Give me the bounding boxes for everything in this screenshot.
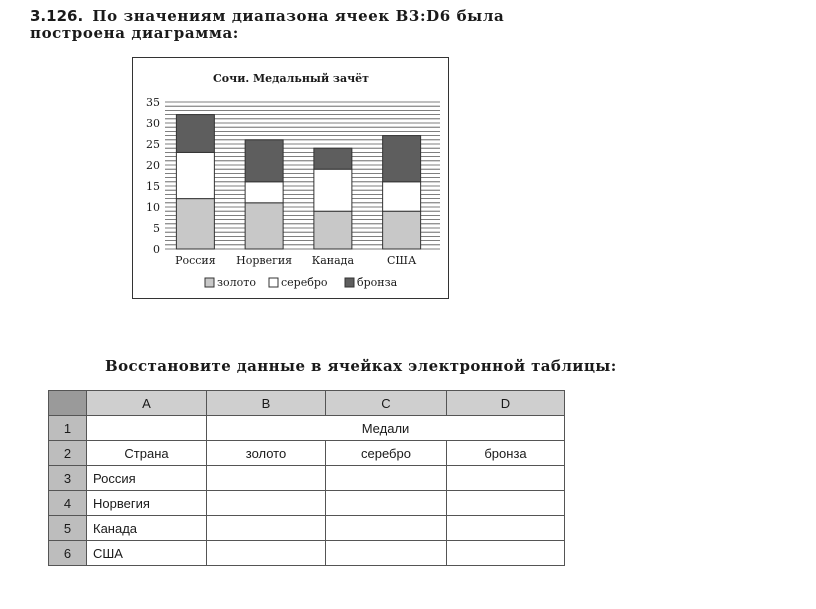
cell-b6[interactable] [207, 541, 326, 566]
cell-c3[interactable] [326, 466, 447, 491]
table-row [49, 441, 565, 466]
chart-title: Сочи. Медальный зачёт [213, 72, 369, 85]
cell-a5[interactable]: Канада [87, 516, 207, 541]
cell-a1[interactable] [87, 416, 207, 441]
x-category-label: Канада [311, 254, 355, 267]
cell-d6[interactable] [447, 541, 565, 566]
cell-a3[interactable]: Россия [87, 466, 207, 491]
sheet-corner[interactable] [49, 391, 87, 416]
column-header-b[interactable]: B [207, 391, 326, 416]
bar-segment-серебро [314, 169, 352, 211]
instruction-text: Восстановите данные в ячейках электронной таблицы: [105, 357, 617, 375]
y-tick-label: 5 [153, 222, 160, 235]
column-header-a[interactable]: A [87, 391, 207, 416]
bar-segment-золото [245, 203, 283, 249]
row-header-1[interactable]: 1 [49, 416, 87, 441]
task-number: 3.126. [30, 7, 84, 25]
table-row [49, 541, 565, 566]
cell-a6[interactable]: США [87, 541, 207, 566]
cell-b5[interactable] [207, 516, 326, 541]
y-tick-label: 15 [146, 180, 160, 193]
cell-d5[interactable] [447, 516, 565, 541]
y-tick-label: 0 [153, 243, 160, 256]
bar-segment-бронза [383, 136, 421, 182]
legend-swatch [205, 278, 214, 287]
row-header-5[interactable]: 5 [49, 516, 87, 541]
cell-d3[interactable] [447, 466, 565, 491]
cell-a2[interactable]: Страна [87, 441, 207, 466]
y-tick-label: 30 [146, 117, 160, 130]
cell-c2[interactable]: серебро [326, 441, 447, 466]
y-tick-label: 25 [146, 138, 160, 151]
bar-segment-золото [176, 199, 214, 249]
row-header-6[interactable]: 6 [49, 541, 87, 566]
table-row [49, 416, 565, 441]
y-axis-ticks [146, 96, 160, 256]
legend-label: серебро [281, 276, 328, 289]
x-category-label: США [386, 254, 417, 267]
bar-segment-бронза [314, 148, 352, 169]
bar-segment-золото [314, 211, 352, 249]
cell-c4[interactable] [326, 491, 447, 516]
medal-chart [133, 58, 450, 300]
task-text: По значениям диапазона ячеек B3:D6 была построена диаграмма: [30, 7, 505, 42]
legend-swatch [345, 278, 354, 287]
column-header-c[interactable]: C [326, 391, 447, 416]
legend [205, 276, 398, 289]
x-category-label: Россия [175, 254, 216, 267]
cell-a4[interactable]: Норвегия [87, 491, 207, 516]
y-tick-label: 35 [146, 96, 160, 109]
cell-c6[interactable] [326, 541, 447, 566]
cell-b2[interactable]: золото [207, 441, 326, 466]
y-tick-label: 10 [146, 201, 160, 214]
column-header-row [49, 391, 565, 416]
table-row [49, 516, 565, 541]
row-header-4[interactable]: 4 [49, 491, 87, 516]
table-row [49, 491, 565, 516]
spreadsheet [48, 390, 565, 566]
legend-label: золото [217, 276, 256, 289]
chart-frame [132, 57, 449, 299]
table-row [49, 466, 565, 491]
cell-b4[interactable] [207, 491, 326, 516]
task-header [30, 8, 590, 42]
legend-label: бронза [357, 276, 398, 289]
cell-c5[interactable] [326, 516, 447, 541]
bar-segment-серебро [383, 182, 421, 211]
cell-d4[interactable] [447, 491, 565, 516]
x-axis-categories [175, 254, 417, 267]
bar-segment-бронза [245, 140, 283, 182]
cell-b3[interactable] [207, 466, 326, 491]
column-header-d[interactable]: D [447, 391, 565, 416]
cell-medals-merged[interactable]: Медали [207, 416, 565, 441]
x-category-label: Норвегия [236, 254, 293, 267]
y-tick-label: 20 [146, 159, 160, 172]
cell-d2[interactable]: бронза [447, 441, 565, 466]
bar-segment-серебро [245, 182, 283, 203]
bar-segment-серебро [176, 152, 214, 198]
row-header-3[interactable]: 3 [49, 466, 87, 491]
row-header-2[interactable]: 2 [49, 441, 87, 466]
legend-swatch [269, 278, 278, 287]
bar-segment-золото [383, 211, 421, 249]
bar-segment-бронза [176, 115, 214, 153]
